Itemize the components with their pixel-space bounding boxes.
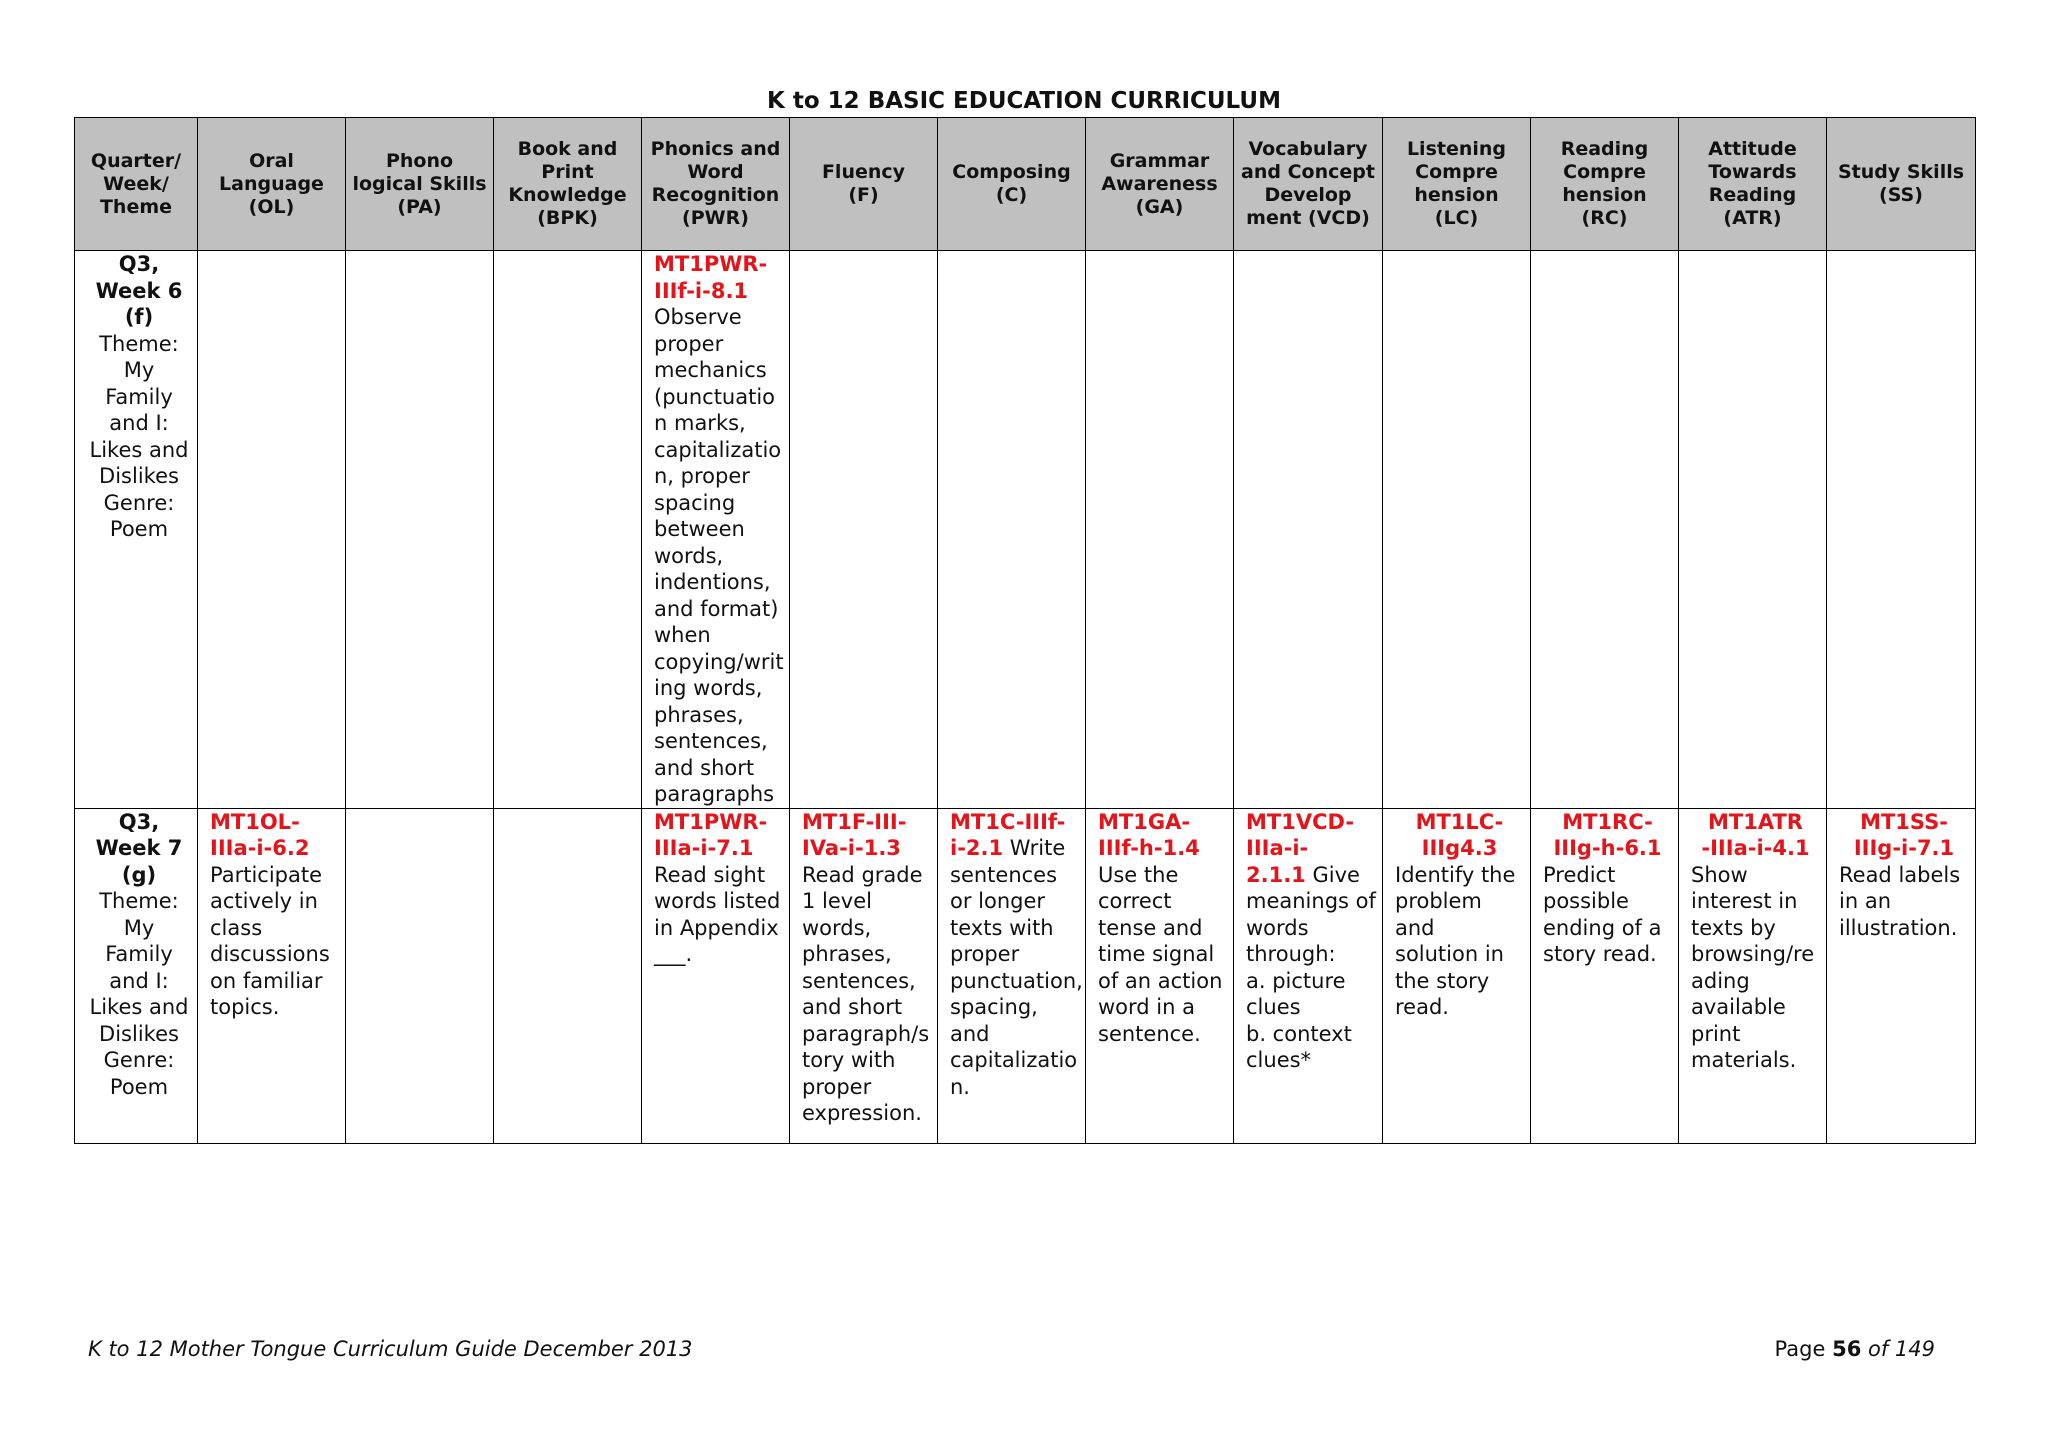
- empty-cell: [346, 808, 494, 1143]
- competency-text-line: in an: [1839, 889, 1891, 913]
- competency-text-line: and format): [654, 596, 779, 621]
- competency-text-line: tory with: [802, 1048, 896, 1072]
- header-line: ment (VCD): [1246, 207, 1370, 229]
- header-line: (PWR): [682, 207, 749, 229]
- competency-text-line: correct: [1098, 889, 1172, 913]
- competency-text-line: tense and: [1098, 915, 1203, 940]
- week-letter-value: g: [131, 862, 147, 887]
- competency-cell: [1383, 808, 1531, 1143]
- theme-line: Theme:: [99, 889, 179, 913]
- competency-text-line: sentences,: [654, 729, 768, 753]
- competency-text-line: proper: [802, 1074, 872, 1099]
- theme-line: Poem: [109, 1074, 169, 1099]
- competency-text-line: materials.: [1691, 1048, 1797, 1072]
- competency-text-line: Observe: [654, 305, 742, 329]
- theme-line: Genre:: [103, 1048, 175, 1072]
- week-letter: (f): [124, 305, 154, 329]
- competency-text-line: solution in: [1395, 942, 1504, 966]
- competency-code-line: i-2.1: [950, 836, 1004, 860]
- theme-line: Family: [105, 384, 173, 409]
- header-line: (F): [848, 184, 879, 206]
- column-header: [1827, 118, 1976, 251]
- competency-cell: [1827, 808, 1976, 1143]
- header-line: Towards: [1708, 161, 1797, 183]
- competency-text-line: 1 level: [802, 889, 872, 913]
- competency-text-line: ending of a: [1543, 915, 1662, 940]
- curriculum-table: [74, 117, 1976, 1144]
- competency-text-line: possible: [1543, 889, 1629, 913]
- competency-code-line: IIIa-i-: [1246, 836, 1309, 860]
- header-line: Reading: [1708, 184, 1797, 206]
- quarter-week-theme-cell: [75, 808, 198, 1143]
- column-header: [1679, 118, 1827, 251]
- competency-code-line: IIIa-i-7.1: [654, 836, 754, 860]
- competency-text-line: sentence.: [1098, 1021, 1201, 1046]
- week-letter: (g): [121, 862, 157, 887]
- column-header: [1383, 118, 1531, 251]
- page-num: 56: [1832, 1337, 1862, 1361]
- competency-code-line: IIIg-i-7.1: [1853, 836, 1955, 860]
- competency-text-line: texts with: [950, 915, 1054, 940]
- empty-cell: [938, 251, 1086, 809]
- competency-text-line: mechanics: [654, 358, 767, 382]
- header-line: Phonics and: [650, 138, 781, 160]
- column-header: [642, 118, 790, 251]
- competency-cell: [790, 808, 938, 1143]
- competency-text-line: read.: [1395, 995, 1449, 1019]
- header-line: (OL): [248, 195, 295, 218]
- competency-text-line: available: [1691, 995, 1786, 1019]
- competency-text-line: spacing,: [950, 995, 1038, 1019]
- empty-cell: [1827, 251, 1976, 809]
- week-label: Week 6: [95, 278, 183, 303]
- header-line: (LC): [1434, 207, 1479, 229]
- competency-text-line: or longer: [950, 889, 1046, 913]
- theme-line: Likes and: [89, 437, 189, 462]
- competency-text-line: texts by: [1691, 915, 1776, 940]
- competency-text-line: punctuation,: [950, 968, 1083, 993]
- competency-text-line: Show: [1691, 862, 1748, 887]
- competency-text-line: problem and: [1395, 889, 1482, 940]
- competency-text-line: sentences: [950, 862, 1058, 887]
- competency-text-line: and short: [654, 755, 755, 780]
- competency-code-line: IIIa-i-6.2: [210, 836, 310, 860]
- header-line: (GA): [1135, 195, 1184, 218]
- competency-text-line: Read sight: [654, 862, 766, 887]
- competency-text-line: story read.: [1543, 942, 1657, 966]
- header-line: Study Skills: [1837, 161, 1965, 183]
- competency-code-line: -IIIa-i-4.1: [1701, 836, 1810, 860]
- competency-text-line: the story: [1395, 968, 1490, 993]
- theme-line: My: [123, 358, 155, 382]
- competency-text-line: ading: [1691, 968, 1750, 993]
- competency-text-line: word in a: [1098, 995, 1195, 1019]
- competency-code-line: 2.1.1: [1246, 862, 1306, 887]
- header-line: Compre: [1415, 161, 1498, 183]
- competency-text-line: paragraphs: [654, 782, 775, 806]
- header-line: Language: [219, 172, 324, 195]
- theme-line: Genre:: [103, 490, 175, 515]
- header-line: logical Skills: [352, 172, 487, 195]
- competency-text-line: words,: [802, 915, 872, 940]
- header-line: (C): [995, 184, 1028, 206]
- competency-text-line: paragraph/s: [802, 1021, 930, 1046]
- theme-line: My: [123, 915, 155, 940]
- competency-text-line: spacing: [654, 490, 736, 515]
- header-line: hension: [1414, 184, 1499, 206]
- competency-text-line: (punctuatio: [654, 384, 776, 409]
- competency-cell: [1679, 808, 1827, 1143]
- footer-guide-title: K to 12 Mother Tongue Curriculum Guide December 2013: [88, 1337, 693, 1361]
- header-line: Attitude: [1708, 138, 1797, 160]
- competency-text-line: when: [654, 623, 711, 647]
- competency-text-line: illustration.: [1839, 915, 1958, 940]
- empty-cell: [494, 251, 642, 809]
- competency-code-line: MT1C-IIIf-: [950, 809, 1066, 834]
- header-line: hension: [1562, 184, 1647, 206]
- page-label: Page: [1774, 1337, 1826, 1361]
- header-line: Fluency: [821, 161, 906, 183]
- competency-code-line: IIIg-h-6.1: [1553, 836, 1662, 860]
- competency-code-line: MT1PWR-: [654, 252, 768, 276]
- theme-line: Family: [105, 942, 173, 966]
- header-line: Reading: [1560, 138, 1649, 160]
- competency-text-line: expression.: [802, 1101, 922, 1125]
- competency-text-line: copying/writ: [654, 649, 784, 674]
- competency-text-line: and: [950, 1021, 990, 1046]
- header-line: Print: [541, 161, 594, 183]
- empty-cell: [198, 251, 346, 809]
- empty-cell: [1383, 251, 1531, 809]
- competency-text-line: through:: [1246, 942, 1336, 966]
- header-row: [75, 118, 1976, 251]
- competency-text-line: between: [654, 517, 745, 541]
- quarter-label: Q3,: [118, 252, 160, 276]
- competency-text-line: topics.: [210, 995, 280, 1019]
- table-row-week-7: [75, 808, 1976, 1143]
- header-line: Phono: [385, 149, 454, 172]
- competency-code-line: MT1PWR-: [654, 809, 768, 834]
- competency-code-line: MT1LC-: [1415, 809, 1504, 834]
- header-line: Grammar: [1109, 149, 1210, 172]
- competency-text-line: words: [1246, 915, 1309, 940]
- competency-cell: [642, 808, 790, 1143]
- competency-text-line: meanings of: [1246, 889, 1376, 913]
- competency-cell: [938, 808, 1086, 1143]
- competency-text-line: a. picture: [1246, 968, 1346, 993]
- competency-text-line: clues*: [1246, 1048, 1312, 1072]
- competency-cell: [198, 808, 346, 1143]
- competency-text-line: sentences,: [802, 968, 916, 993]
- empty-cell: [1531, 251, 1679, 809]
- competency-cell: [1531, 808, 1679, 1143]
- column-header: [75, 118, 198, 251]
- header-line: Word: [687, 161, 744, 183]
- competency-code-line: MT1F-III-: [802, 809, 907, 834]
- header-line: (SS): [1879, 184, 1923, 206]
- competency-code-line: MT1RC-: [1562, 809, 1653, 834]
- theme-line: Poem: [109, 517, 169, 541]
- competency-text-line: Read grade: [802, 862, 923, 887]
- competency-code-line: MT1ATR: [1708, 809, 1803, 834]
- empty-cell: [1679, 251, 1827, 809]
- column-header: [346, 118, 494, 251]
- column-header: [494, 118, 642, 251]
- competency-text-line: Write: [1003, 836, 1066, 860]
- empty-cell: [1234, 251, 1383, 809]
- competency-text-line: actively in: [210, 889, 318, 913]
- competency-text-line: capitalizatio: [654, 437, 782, 462]
- footer-page-number: [1775, 1337, 1935, 1361]
- competency-code-line: IIIf-h-1.4: [1098, 836, 1200, 860]
- column-header: [938, 118, 1086, 251]
- empty-cell: [346, 251, 494, 809]
- competency-code-line: MT1VCD-: [1246, 809, 1355, 834]
- header-line: Awareness: [1101, 172, 1218, 195]
- header-line: and Concept: [1241, 161, 1375, 183]
- competency-text-line: time signal: [1098, 942, 1215, 966]
- column-header: [1531, 118, 1679, 251]
- competency-text-line: Identify the: [1395, 862, 1516, 887]
- competency-text-line: b. context: [1246, 1021, 1352, 1046]
- header-line: Recognition: [651, 184, 780, 206]
- competency-text-line: Predict: [1543, 862, 1616, 887]
- theme-line: and I:: [109, 411, 169, 435]
- column-header: [1234, 118, 1383, 251]
- column-header: [1086, 118, 1234, 251]
- competency-code-line: IVa-i-1.3: [802, 836, 901, 860]
- header-line: Vocabulary: [1248, 138, 1368, 160]
- week-letter-value: f: [134, 305, 144, 329]
- empty-cell: [790, 251, 938, 809]
- competency-text-line: ing words,: [654, 676, 763, 700]
- header-line: Composing: [952, 161, 1071, 183]
- document-title: K to 12 BASIC EDUCATION CURRICULUM: [767, 88, 1281, 114]
- competency-text-line: on familiar: [210, 968, 323, 993]
- empty-cell: [494, 808, 642, 1143]
- page-of: of 149: [1868, 1337, 1935, 1361]
- competency-text-line: words listed: [654, 889, 781, 913]
- competency-text-line: n.: [950, 1074, 970, 1099]
- competency-text-line: class: [210, 915, 263, 940]
- competency-text-line: browsing/re: [1691, 942, 1815, 966]
- empty-cell: [1086, 251, 1234, 809]
- competency-code-line: MT1OL-: [210, 809, 300, 834]
- header-line: Book and: [517, 138, 618, 160]
- competency-text-line: Read labels: [1839, 862, 1961, 887]
- table-row-week-6: [75, 251, 1976, 809]
- competency-text-line: Give: [1305, 862, 1360, 887]
- competency-text-line: interest in: [1691, 889, 1798, 913]
- competency-text-line: proper: [654, 331, 724, 356]
- competency-cell: [1086, 808, 1234, 1143]
- week-label: Week 7: [95, 836, 183, 860]
- competency-text-line: print: [1691, 1021, 1741, 1046]
- header-line: Oral: [249, 149, 294, 172]
- theme-line: Likes and: [89, 995, 189, 1019]
- competency-code-line: MT1SS-: [1860, 809, 1948, 834]
- competency-text-line: in Appendix: [654, 915, 779, 940]
- column-header: [790, 118, 938, 251]
- competency-text-line: words,: [654, 543, 724, 568]
- competency-text-line: n marks,: [654, 411, 746, 435]
- competency-text-line: Use the: [1098, 862, 1179, 887]
- header-line: Compre: [1563, 161, 1646, 183]
- theme-line: and I:: [109, 968, 169, 993]
- quarter-week-theme-cell: [75, 251, 198, 809]
- competency-text-line: clues: [1246, 995, 1301, 1019]
- competency-text-line: of an action: [1098, 968, 1223, 993]
- header-line: Week/: [103, 172, 169, 195]
- header-line: (PA): [397, 195, 442, 218]
- competency-text-line: phrases,: [654, 702, 744, 727]
- header-line: (ATR): [1723, 207, 1782, 229]
- header-line: (RC): [1581, 207, 1628, 229]
- header-line: Listening: [1406, 138, 1507, 160]
- competency-text-line: and short: [802, 995, 903, 1019]
- competency-text-line: indentions,: [654, 570, 771, 594]
- competency-code-line: IIIg4.3: [1421, 836, 1498, 860]
- theme-line: Dislikes: [99, 1021, 179, 1046]
- column-header: [198, 118, 346, 251]
- header-line: Knowledge: [508, 184, 627, 206]
- theme-line: Theme:: [99, 331, 179, 356]
- header-line: Theme: [99, 195, 173, 218]
- competency-text-line: phrases,: [802, 942, 892, 966]
- competency-cell: [1234, 808, 1383, 1143]
- competency-cell: [642, 251, 790, 809]
- competency-text-line: proper: [950, 942, 1020, 966]
- competency-text-line: capitalizatio: [950, 1048, 1078, 1072]
- competency-code-line: IIIf-i-8.1: [654, 278, 749, 303]
- competency-text-line: n, proper: [654, 464, 750, 488]
- quarter-label: Q3,: [118, 809, 160, 834]
- competency-text-line: ___.: [654, 942, 693, 966]
- header-line: Develop: [1264, 184, 1352, 206]
- competency-text-line: discussions: [210, 942, 330, 966]
- header-line: Quarter/: [90, 149, 182, 172]
- theme-line: Dislikes: [99, 464, 179, 488]
- competency-text-line: Participate: [210, 862, 323, 887]
- competency-code-line: MT1GA-: [1098, 809, 1191, 834]
- header-line: (BPK): [537, 207, 598, 229]
